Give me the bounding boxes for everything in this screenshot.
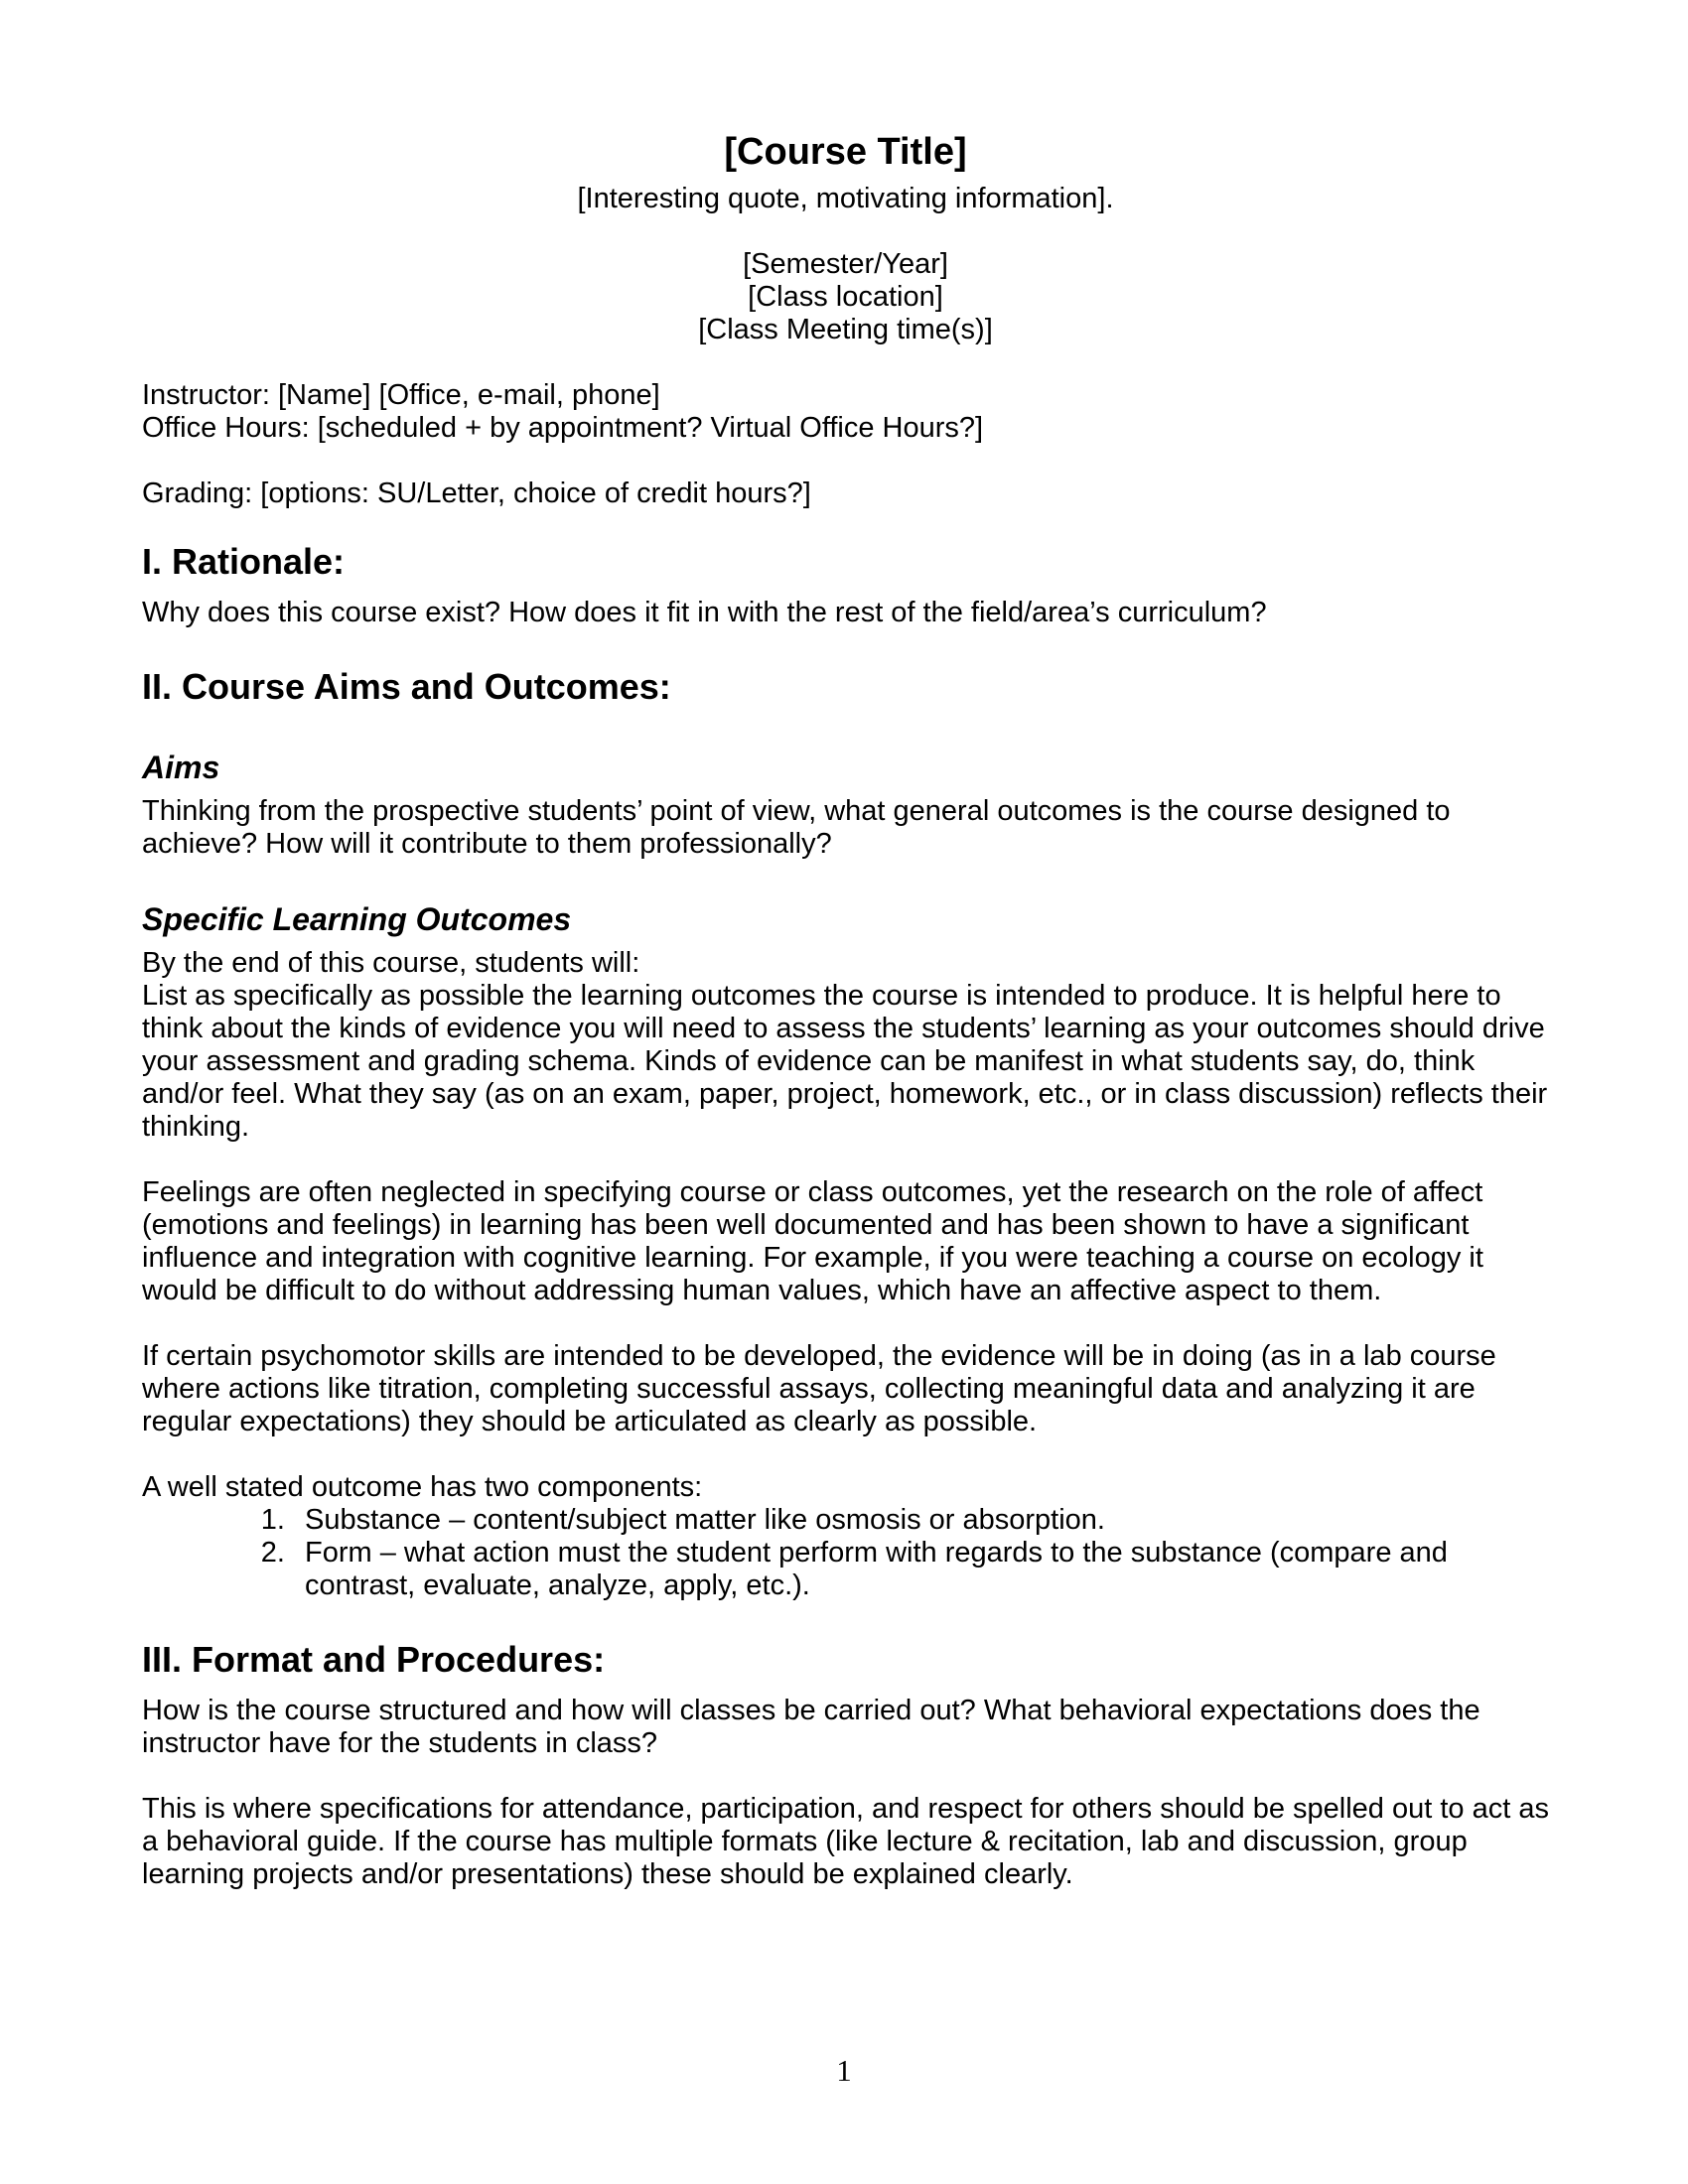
subheading-aims: Aims: [142, 750, 220, 785]
component-item-form: 2. Form – what action must the student perform with regards to the substance (compare and contrast, evaluate, analyze, apply, etc.).: [293, 1537, 1549, 1602]
instructor-info-block: [142, 379, 1549, 445]
subheading-specific-learning-outcomes: Specific Learning Outcomes: [142, 901, 572, 937]
office-hours-line: Office Hours: [scheduled + by appointment? Virtual Office Hours?]: [142, 412, 984, 444]
aims-text: Thinking from the prospective students’ point of view, what general outcomes is the course designed to achieve? How will it contribute to them professionally?: [142, 795, 1451, 860]
format-paragraph-2: This is where specifications for attendance, participation, and respect for others should be spelled out to act as a behavioral guide. If the course has multiple formats (like lecture & recitation, lab and discussion, group learning projects and/or presentations) these should be explained clearly.: [142, 1793, 1549, 1890]
course-title: [Course Title]: [724, 131, 967, 173]
section-heading-format-procedures: III. Format and Procedures:: [142, 1639, 606, 1680]
slo-paragraph-1: List as specifically as possible the learning outcomes the course is intended to produce. It is helpful here to think about the kinds of evidence you will need to assess the students’ learning as your outcomes should drive your assessment and grading schema. Kinds of evidence can be manifest in what students say, do, think and/or feel. What they say (as on an exam, paper, project, homework, etc., or in class discussion) reflects their thinking.: [142, 980, 1548, 1143]
instructor-line: Instructor: [Name] [Office, e-mail, phone]: [142, 379, 660, 411]
component-item-substance: 1. Substance – content/subject matter like osmosis or absorption.: [293, 1504, 1549, 1537]
slo-paragraph-2: Feelings are often neglected in specifying course or class outcomes, yet the research on the role of affect (emotions and feelings) in learning has been well documented and has been shown to have a significant influence and integration with cognitive learning. For example, if you were teaching a course on ecology it would be difficult to do without addressing human values, which have an affective aspect to them.: [142, 1176, 1483, 1306]
rationale-text: Why does this course exist? How does it fit in with the rest of the field/area’s curriculum?: [142, 597, 1267, 628]
semester-line: [Semester/Year]: [743, 248, 948, 280]
section-heading-aims-outcomes: II. Course Aims and Outcomes:: [142, 666, 671, 707]
class-location-line: [Class location]: [748, 281, 943, 313]
grading-line: Grading: [options: SU/Letter, choice of credit hours?]: [142, 478, 811, 509]
slo-paragraph-3: If certain psychomotor skills are intended to be developed, the evidence will be in doing (as in a lab course where actions like titration, completing successful assays, collecting meaningful data and analyzing it are regular expectations) they should be articulated as clearly as possible.: [142, 1340, 1496, 1437]
course-quote: [Interesting quote, motivating information].: [577, 183, 1114, 214]
format-paragraph-1: How is the course structured and how will classes be carried out? What behavioral expectations does the instructor have for the students in class?: [142, 1695, 1480, 1759]
class-meeting-line: [Class Meeting time(s)]: [698, 314, 993, 345]
page-number: 1: [836, 2053, 852, 2088]
section-heading-rationale: I. Rationale:: [142, 541, 346, 582]
components-list: [142, 1504, 1549, 1602]
components-intro-line: A well stated outcome has two components:: [142, 1471, 703, 1503]
slo-intro-line: By the end of this course, students will:: [142, 947, 640, 979]
course-meta-block: [142, 248, 1549, 346]
